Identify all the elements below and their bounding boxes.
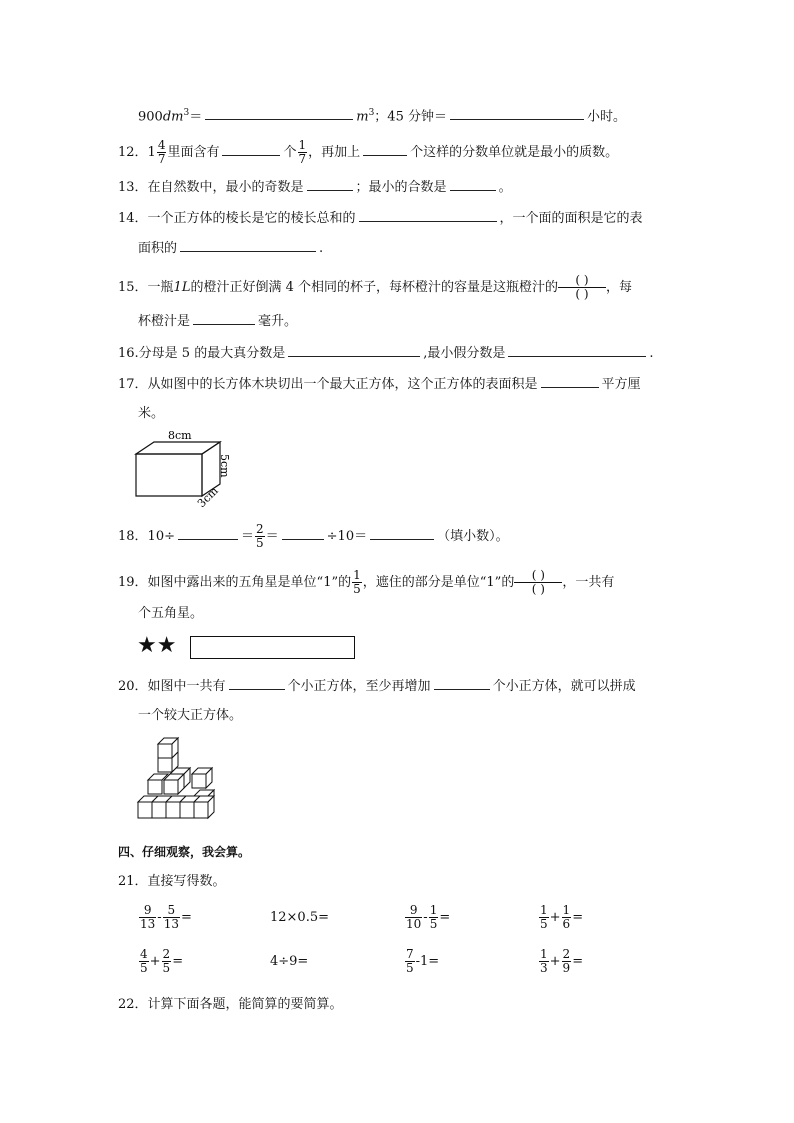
q17-blank[interactable]: [541, 374, 599, 388]
q18-blank-2[interactable]: [282, 526, 324, 540]
q12-fraction-den: 7: [157, 152, 166, 166]
q14-text-4: .: [319, 241, 324, 256]
q12-text-1: 里面含有: [167, 145, 220, 160]
q16-line: [118, 343, 654, 363]
q21-frac-num: 2: [562, 947, 571, 961]
q12-blank-2[interactable]: [363, 142, 407, 156]
q21-item: [404, 904, 450, 931]
q11-unit-m: m: [356, 109, 369, 125]
q18-text-4: ÷10＝: [326, 529, 368, 544]
q21-frac-den: 13: [140, 917, 156, 931]
q17-text-2: 平方厘: [601, 377, 641, 392]
q15-text-4: 杯橙汁是: [138, 314, 191, 329]
q21-operator: -: [423, 910, 428, 925]
q21-title: 21．直接写得数。: [118, 874, 226, 889]
star-icon: ★: [156, 633, 177, 658]
q21-fraction: [163, 904, 180, 931]
q19-paren-fraction[interactable]: [514, 569, 562, 596]
q21-frac-den: 5: [406, 961, 414, 975]
q21-fraction: [139, 948, 149, 975]
q20-blank-2[interactable]: [434, 676, 490, 690]
q11-sup-2: 3: [368, 108, 375, 118]
q21-frac-num: 4: [140, 947, 148, 961]
q21-item: [138, 948, 183, 975]
q21-fraction: [562, 904, 572, 931]
q12-fraction-num: 4: [157, 138, 166, 152]
q15-unit: 1L: [173, 280, 191, 295]
q21-frac-num: 9: [139, 904, 156, 918]
q21-equals: =: [172, 954, 184, 969]
q20-cubes-figure: [136, 734, 228, 828]
q21-equals: =: [180, 910, 192, 925]
q15-paren-num: ( ): [558, 274, 606, 288]
q13-text-1: 13．在自然数中，最小的奇数是: [118, 180, 304, 195]
q15-text-1: 15．一瓶: [118, 280, 174, 295]
q12-blank-1[interactable]: [222, 142, 280, 156]
q15-text-2: 的橙汁正好倒满 4 个相同的杯子，每杯橙汁的容量是这瓶橙汁的: [190, 280, 558, 295]
q11-tail: 小时。: [586, 109, 626, 125]
q19-line-2: [138, 605, 203, 623]
q20-text-2: 个小正方体，至少再增加: [287, 679, 431, 694]
q21-equals: =: [439, 910, 451, 925]
q13-line: [118, 177, 512, 197]
q21-frac-den: 5: [540, 917, 548, 931]
q21-item-text: 12×0.5=: [270, 910, 330, 925]
q12-text-2: 个: [283, 145, 297, 160]
q21-fraction: [539, 904, 549, 931]
q19-stars: [137, 634, 176, 658]
q19-text-4: 个五角星。: [138, 606, 204, 621]
q15-line-2: [138, 311, 297, 331]
q21-equals: =: [572, 954, 584, 969]
q21-frac-num: 9: [405, 904, 422, 918]
q21-frac-num: 7: [406, 947, 414, 961]
q21-item: [538, 948, 583, 975]
q21-frac-num: 1: [562, 903, 571, 917]
q21-frac-den: 9: [562, 961, 571, 975]
q19-cover-box: [190, 636, 355, 659]
q11-equals: ＝: [189, 109, 203, 125]
q14-line-2: [138, 238, 323, 258]
q11-blank-2[interactable]: [450, 106, 584, 120]
q14-line-1: [118, 208, 643, 228]
q16-text-2: ,最小假分数是: [423, 346, 506, 361]
q21-item: [138, 904, 192, 931]
q19-text-3: ，一共有: [562, 575, 615, 590]
q12-text-3: ，再加上: [308, 145, 361, 160]
q21-operator: -1=: [415, 954, 440, 969]
q14-text-1: 14．一个正方体的棱长是它的棱长总和的: [118, 211, 356, 226]
q13-blank-1[interactable]: [307, 177, 353, 191]
q17-width-label: 3cm: [194, 484, 221, 510]
q21-operator: +: [549, 954, 561, 969]
q19-line-1: [118, 569, 614, 596]
q17-height-label: 5cm: [218, 454, 231, 478]
q20-text-4: 一个较大正方体。: [138, 708, 243, 723]
q17-line-1: [118, 374, 641, 394]
q21-fraction: [162, 948, 172, 975]
q21-fraction: [562, 948, 572, 975]
q21-fraction: [405, 904, 422, 931]
q18-blank-3[interactable]: [370, 526, 434, 540]
q20-text-3: 个小正方体，就可以拼成: [492, 679, 636, 694]
q21-frac-den: 5: [140, 961, 148, 975]
q11-value: 900: [138, 109, 163, 125]
q21-operator: +: [149, 954, 161, 969]
q17-text-1: 17．从如图中的长方体木块切出一个最大正方体，这个正方体的表面积是: [118, 377, 538, 392]
q18-text-3: ＝: [265, 529, 279, 544]
q15-text-5: 毫升。: [258, 314, 298, 329]
q21-item: [404, 948, 439, 975]
q21-item: [538, 904, 583, 931]
q11-sup: 3: [183, 108, 190, 118]
q18-line: [118, 523, 509, 550]
q21-frac-den: 5: [162, 961, 171, 975]
q14-blank-2[interactable]: [180, 238, 316, 252]
q12-fraction: [157, 139, 167, 166]
q14-text-2: ，一个面的面积是它的表: [499, 211, 643, 226]
q19-frac-num: 1: [353, 568, 361, 582]
q12-unit-num: 1: [298, 138, 307, 152]
q13-text-2: ；最小的合数是: [355, 180, 447, 195]
q12-unit-fraction: [298, 139, 308, 166]
q21-item: [270, 948, 308, 976]
q21-item: [270, 904, 329, 932]
q19-paren-num: ( ): [514, 569, 562, 583]
q11-mid: ；45 分钟＝: [374, 109, 447, 125]
q12-text-4: 个这样的分数单位就是最小的质数。: [410, 145, 619, 160]
q21-operator: -: [157, 910, 162, 925]
q15-paren-fraction[interactable]: [558, 274, 606, 301]
q18-text-5: （填小数）。: [437, 529, 509, 544]
q20-line-2: [138, 707, 242, 725]
q21-fraction: [539, 948, 549, 975]
q17-line-2: [138, 405, 164, 423]
q21-frac-den: 3: [540, 961, 548, 975]
q18-text-2: ＝: [240, 529, 254, 544]
q15-line-1: [118, 274, 632, 301]
q21-equals: =: [572, 910, 584, 925]
q20-blank-1[interactable]: [229, 676, 285, 690]
q21-frac-num: 2: [162, 947, 171, 961]
q18-frac-num: 2: [256, 522, 264, 536]
q21-frac-num: 1: [540, 947, 548, 961]
q15-paren-den: ( ): [575, 287, 589, 301]
q19-paren-den: ( ): [531, 582, 545, 596]
q21-frac-den: 13: [163, 917, 179, 931]
q12-whole: 1: [147, 145, 156, 160]
q21-frac-num: 1: [540, 903, 548, 917]
q12-number: 12．: [118, 145, 148, 160]
q17-length-label: 8cm: [168, 429, 192, 442]
q20-text-1: 20．如图中一共有: [118, 679, 226, 694]
q12-line: [118, 139, 618, 166]
q11-line: [138, 104, 626, 126]
q21-frac-den: 10: [406, 917, 422, 931]
q19-fraction: [352, 569, 362, 596]
q16-text-3: .: [649, 346, 654, 361]
q11-blank-1[interactable]: [205, 106, 353, 120]
q21-fraction: [139, 904, 156, 931]
q19-text-2: ，遮住的部分是单位“1”的: [362, 575, 515, 590]
q18-blank-1[interactable]: [178, 526, 238, 540]
q21-frac-den: 6: [562, 917, 571, 931]
q21-operator: +: [549, 910, 561, 925]
q21-frac-num: 5: [163, 904, 180, 918]
q12-unit-den: 7: [298, 152, 307, 166]
q21-fraction: [405, 948, 415, 975]
q16-blank-2[interactable]: [508, 343, 646, 357]
q15-text-3: ，每: [606, 280, 633, 295]
q14-blank-1[interactable]: [359, 208, 497, 222]
q20-line-1: [118, 676, 636, 696]
q21-fraction: [429, 904, 439, 931]
q18-fraction: [255, 523, 265, 550]
q13-blank-2[interactable]: [450, 177, 496, 191]
q17-cuboid-figure: [132, 428, 232, 510]
q18-frac-den: 5: [256, 536, 264, 550]
q16-text-1: 16.分母是 5 的最大真分数是: [118, 346, 286, 361]
q18-text-1: 18．10÷: [118, 529, 175, 544]
section-4-title: 四、仔细观察，我会算。: [118, 845, 251, 859]
q19-text-1: 19．如图中露出来的五角星是单位“1”的: [118, 575, 352, 590]
q16-blank-1[interactable]: [288, 343, 420, 357]
q11-unit-dm: dm: [162, 109, 184, 125]
q14-text-3: 面积的: [138, 241, 178, 256]
q17-text-3: 米。: [138, 406, 165, 421]
star-icon: ★: [137, 633, 157, 658]
q22-title: 22．计算下面各题，能简算的要简算。: [118, 997, 343, 1012]
q15-blank[interactable]: [193, 311, 255, 325]
q21-frac-num: 1: [429, 903, 438, 917]
q19-frac-den: 5: [353, 582, 361, 596]
q21-frac-den: 5: [429, 917, 438, 931]
q13-text-3: 。: [498, 180, 512, 195]
q21-item-text: 4÷9=: [270, 954, 309, 969]
